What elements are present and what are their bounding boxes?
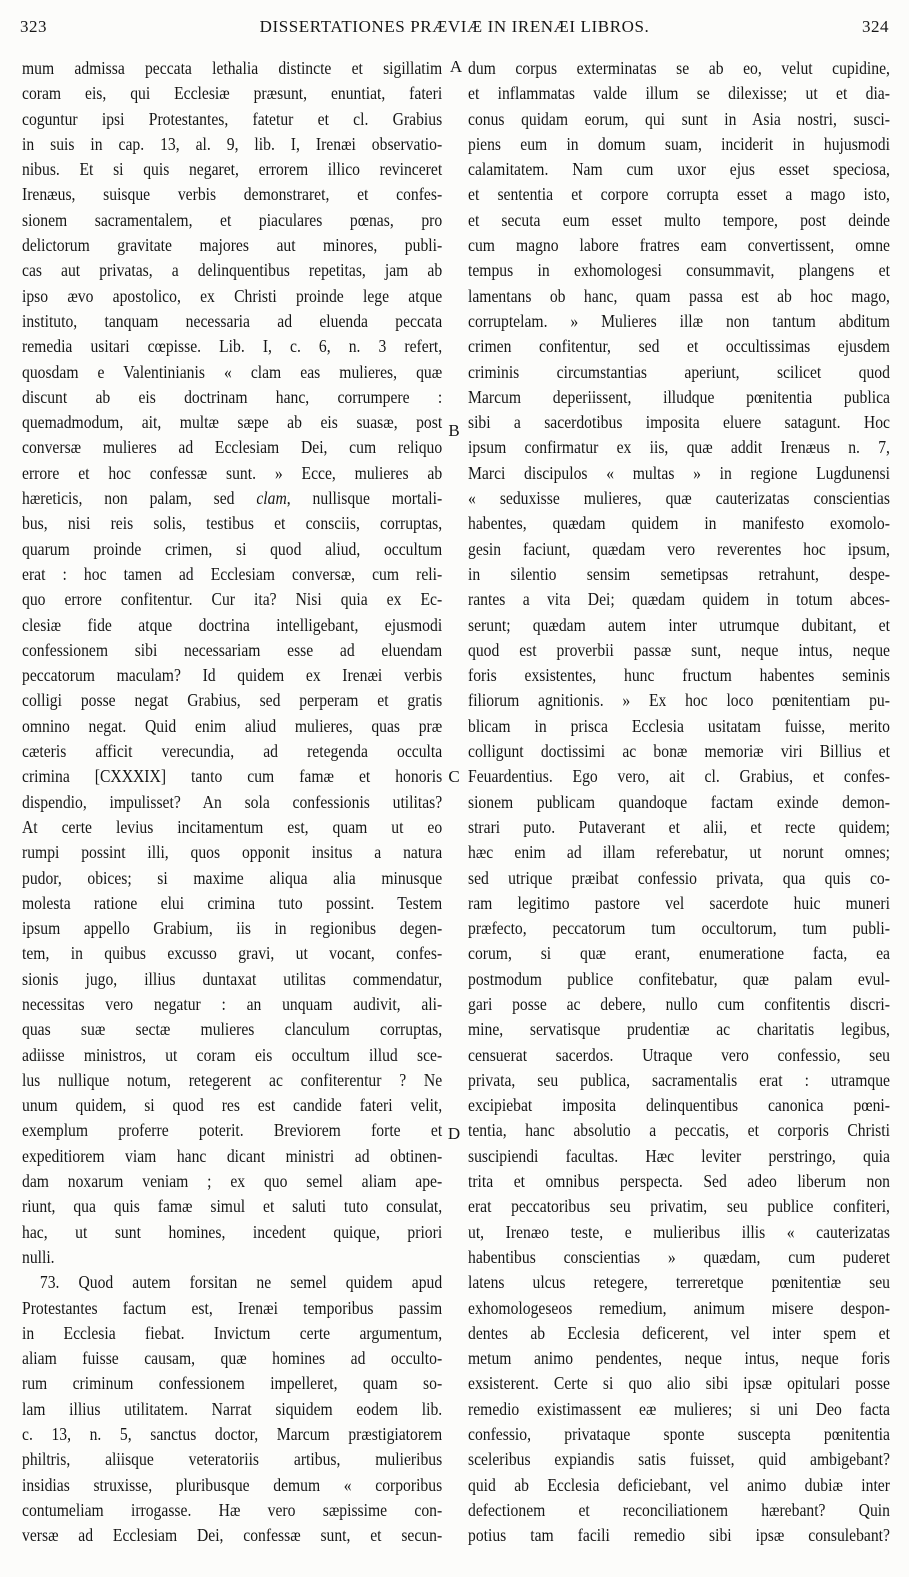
text-line: quas suæ sectæ mulieres clanculum corruptas,	[22, 1019, 443, 1040]
text-line: in suis in cap. 13, al. 9, lib. I, Irenæi observatio-	[22, 133, 443, 154]
text-line: erat : hoc tamen ad Ecclesiam conversæ, cum reli-	[22, 563, 443, 584]
text-line: expeditiorem viam hanc dicant ministri ad obtinen-	[22, 1145, 443, 1166]
text-line: in silentio sensim semetipsas retrahunt, despe-	[468, 563, 890, 584]
text-line: corruptelam. » Mulieres illæ non tantum abditum	[468, 310, 890, 331]
text-line: Feuardentius. Ego vero, ait cl. Grabius, et confes-	[468, 766, 890, 787]
text-line: gesin faciunt, quædam vero reverentes hoc ipsum,	[468, 538, 890, 559]
text-line: unum quidem, si quod res est candide fateri velit,	[22, 1095, 443, 1116]
text-line: rumpi possint illi, quos opponit insitus a natura	[22, 842, 443, 863]
text-line: « seduxisse mulieres, quæ cauterizatas conscientias	[468, 488, 890, 509]
text-line: calamitatem. Nam cum uxor ejus esset speciosa,	[468, 159, 890, 180]
text-line: ipsum confirmatur ex iis, quæ addit Irenæus n. 7,	[468, 437, 890, 458]
text-line: coram eis, qui Ecclesiæ præsunt, enuntiat, fateri	[22, 83, 443, 104]
text-line: quarum proinde crimen, si quod aliud, occultum	[22, 538, 443, 559]
text-line: rum criminum confessionem impelleret, quam so-	[22, 1373, 443, 1394]
text-line: tentia, hanc absolutio a peccatis, et corporis Christi	[468, 1120, 890, 1141]
text-line: cæteris afficit verecundia, ad retegenda occulta	[22, 741, 443, 762]
text-line: erat peccatoribus seu privatim, seu publice confiteri,	[468, 1196, 890, 1217]
text-line: riunt, qua quis famæ simul et saluti tuto consulat,	[22, 1196, 443, 1217]
text-line: tem, in quibus excusso gravi, ut vocant, confes-	[22, 943, 443, 964]
page-number-right: 324	[862, 17, 889, 36]
text-line: et sententia et corpore corrupta esset a mago isto,	[468, 184, 890, 205]
text-line: sionem sacramentalem, et piaculares pœnas, pro	[22, 209, 443, 230]
running-title: DISSERTATIONES PRÆVIÆ IN IRENÆI LIBROS.	[259, 17, 650, 36]
text-line: dispendio, impulisset? An sola confessionis utilitas?	[22, 791, 443, 812]
text-line: habentibus conscientias » quædam, cum puderet	[468, 1246, 890, 1267]
text-line: et secuta eum esset multo tempore, post deinde	[468, 209, 890, 230]
page-number-left: 323	[20, 17, 47, 36]
text-line: molesta ratione elui crimina tuto possint. Testem	[22, 892, 443, 913]
text-line: c. 13, n. 5, sanctus doctor, Marcum præstigiatorem	[22, 1424, 443, 1445]
text-line: sionis jugo, illius duntaxat utilitas commendatur,	[22, 968, 443, 989]
left-column	[22, 56, 442, 1549]
text-line: sibi a sacerdotibus imposita eluere satagunt. Hoc	[468, 412, 890, 433]
text-line: crimina [CXXXIX] tanto cum famæ et honoris	[22, 766, 443, 787]
text-line: quemadmodum, ait, multæ sæpe ab eis suasæ, post	[22, 412, 443, 433]
margin-letter-b: B	[448, 421, 460, 440]
text-line: postmodum publice confitebatur, quæ palam evul-	[468, 968, 890, 989]
text-line: confessionem sibi necessariam esse ad eluendam	[22, 639, 443, 660]
text-line: conversæ mulieres ad Ecclesiam Dei, cum reliquo	[22, 437, 443, 458]
text-line: mine, servatisque prudentiæ ac charitatis legibus,	[468, 1019, 890, 1040]
margin-letter-c: C	[448, 767, 460, 786]
text-line: coguntur ipsi Protestantes, fatetur et cl. Grabius	[22, 108, 443, 129]
text-line: privata, seu publica, sacramentalis erat : utramque	[468, 1069, 890, 1090]
text-line: bus, nisi reis solis, testibus et consciis, corruptas,	[22, 513, 443, 534]
text-line: præfecto, peccatorum tum occultorum, tum publi-	[468, 918, 890, 939]
text-line: et inflammatas valde illum se dilexisse; ut et dia-	[468, 83, 890, 104]
text-line: defectionem et reconciliationem hærebant? Quin	[468, 1499, 890, 1520]
text-line: quo errore confitentur. Cur ita? Nisi quia ex Ec-	[22, 589, 443, 610]
text-line: suscipiendi facultas. Hæc leviter perstringo, quia	[468, 1145, 890, 1166]
text-line: habentes, quædam quidem in manifesto exomolo-	[468, 513, 890, 534]
text-line: omnino negat. Quid enim aliud mulieres, quas præ	[22, 715, 443, 736]
text-line: sceleribus expiandis satis fuisset, quid ambigebant?	[468, 1449, 890, 1470]
text-line: lus nullique notum, retegerent ac confiterentur ? Ne	[22, 1069, 443, 1090]
margin-letter-d: D	[447, 1124, 461, 1143]
text-line: clesiæ fide atque doctrina intelligebant, ejusmodi	[22, 614, 443, 635]
text-line: ram legitimo pastore vel sacerdote huic muneri	[468, 892, 890, 913]
text-line: remedio existimassent eæ mulieres; si uni Deo facta	[468, 1398, 890, 1419]
text-line: pudor, obices; si maxime aliqua alia minusque	[22, 867, 443, 888]
text-line: peccatorum maculam? Id quidem ex Irenæi verbis	[22, 665, 443, 686]
text-line: hac, ut sunt homines, incedent quique, priori	[22, 1221, 443, 1242]
text-line: quid ab Ecclesia deficiebant, vel animo dubiæ inter	[468, 1474, 890, 1495]
text-segment: hæreticis, non palam, sed	[22, 488, 257, 509]
text-line: serunt; quædam autem inter utrumque dubitant, et	[468, 614, 890, 635]
text-line: piens eum in domum suam, inciderit in hujusmodi	[468, 133, 890, 154]
text-line: confessio, privataque sponte suscepta pœnitentia	[468, 1424, 890, 1445]
text-line: in Ecclesia fiebat. Invictum certe argumentum,	[22, 1322, 443, 1343]
text-line: quod est proverbii passæ sunt, neque intus, neque	[468, 639, 890, 660]
text-line: cum magno labore fratres eam convertissent, omne	[468, 235, 890, 256]
text-line: colligi posse negat Grabius, sed perperam et gratis	[22, 690, 443, 711]
text-line: lamentans ob hanc, quam passa est ab hoc mago,	[468, 285, 890, 306]
text-line	[22, 486, 442, 511]
text-line: hæc enim ad illam referebatur, ut norunt omnes;	[468, 842, 890, 863]
text-line: tempus in exhomologesi consummavit, plangens et	[468, 260, 890, 281]
text-line: lam illius utilitatem. Narrat siquidem eodem lib.	[22, 1398, 443, 1419]
text-line: potius tam facili remedio sibi ipsæ consulebant?	[468, 1525, 890, 1546]
text-line: aliam fuisse causam, quæ homines ad occulto-	[22, 1348, 443, 1369]
margin-letter-a: A	[449, 57, 463, 76]
text-line: quosdam e Valentinianis « clam eas mulieres, quæ	[22, 361, 443, 382]
text-line: nulli.	[22, 1246, 55, 1267]
text-line: criminis circumstantias aperiunt, scilicet quod	[468, 361, 890, 382]
text-line: latens ulcus retegere, terreretque pœnitentiæ seu	[468, 1272, 890, 1293]
text-line: sionem publicam quandoque factam exinde demon-	[468, 791, 890, 812]
text-line: Irenæus, suisque verbis demonstraret, et confes-	[22, 184, 443, 205]
text-line: philtris, aliisque veteratoriis artibus, mulieribus	[22, 1449, 443, 1470]
text-line: colligunt doctissimi ac bonæ memoriæ viri Billius et	[468, 741, 890, 762]
text-line: trita et omnibus perspecta. Sed adeo liberum non	[468, 1171, 890, 1192]
text-line: discunt ab eis doctrinam hanc, corrumpere :	[22, 386, 443, 407]
text-line: corum, si quæ erant, enumeratione facta, ea	[468, 943, 890, 964]
text-line: metum animo pendentes, neque intus, neque foris	[468, 1348, 890, 1369]
text-line: errore et hoc confessæ sunt. » Ecce, mulieres ab	[22, 462, 443, 483]
text-line: remedia usitari cœpisse. Lib. I, c. 6, n. 3 refert,	[22, 336, 443, 357]
text-line: exhomologeseos remedium, animum misere despon-	[468, 1297, 890, 1318]
text-line: At certe levius incitamentum est, quam ut eo	[22, 816, 443, 837]
text-line: contumeliam irrogasse. Hæ vero sæpissime con-	[22, 1499, 443, 1520]
text-line: dentes ab Ecclesia deficerent, vel inter spem et	[468, 1322, 890, 1343]
text-line: exsisterent. Certe si quo alio sibi ipsæ opitulari posse	[468, 1373, 890, 1394]
text-line: necessitas vero negatur : an unquam audivit, ali-	[22, 993, 443, 1014]
italic-word: clam	[256, 488, 287, 509]
text-line: ipso ævo apostolico, ex Christi proinde lege atque	[22, 285, 443, 306]
text-line: filiorum agnitionis. » Ex hoc loco pœnitentiam pu-	[468, 690, 890, 711]
text-line: exemplum proferre poterit. Breviorem forte et	[22, 1120, 443, 1141]
text-line: cas aut privatas, a delinquentibus repetitas, jam ab	[22, 260, 443, 281]
text-line: ut, Irenæo teste, e mulieribus illis « cauterizatas	[468, 1221, 890, 1242]
text-line: conus quidam eorum, qui sunt in Asia nostri, susci-	[468, 108, 890, 129]
text-line: excipiebat imposita delinquentibus canonica pœni-	[468, 1095, 890, 1116]
text-line: mum admissa peccata lethalia distincte et sigillatim	[22, 58, 443, 78]
text-line: strari puto. Putaverant et alii, et recte quidem;	[468, 816, 890, 837]
running-header	[0, 17, 909, 41]
text-line: dam noxarum veniam ; ex quo semel aliam ape-	[22, 1171, 443, 1192]
text-line: Marci discipulos « multas » in regione Lugdunensi	[468, 462, 890, 483]
text-line: gari posse ac debere, nullo cum confitentis discri-	[468, 993, 890, 1014]
text-line: adiisse ministros, ut coram eis occultum illud sce-	[22, 1044, 443, 1065]
text-line: Marcum deperiissent, illudque pœnitentia publica	[468, 386, 890, 407]
text-line: rantes a vita Dei; quædam quidem in totum abces-	[468, 589, 890, 610]
text-line: censuerat sacerdos. Utraque vero confessio, seu	[468, 1044, 890, 1065]
text-line: blicam in prisca Ecclesia usitatam fuisse, merito	[468, 715, 890, 736]
text-line: crimen confitentur, sed et occultissimas ejusdem	[468, 336, 890, 357]
text-line: 73. Quod autem forsitan ne semel quidem apud	[39, 1272, 443, 1293]
right-column	[468, 56, 890, 1549]
text-line: instituto, tanquam necessaria ad eluenda peccata	[22, 310, 443, 331]
text-line: sed utrique præibat confessio privata, qua quis co-	[468, 867, 890, 888]
text-line: versæ ad Ecclesiam Dei, confessæ sunt, et secun-	[22, 1525, 443, 1546]
text-segment: , nullisque mortali-	[286, 488, 443, 509]
text-line: Protestantes factum est, Irenæi temporibus passim	[22, 1297, 443, 1318]
text-line: nibus. Et si quis negaret, errorem illico revinceret	[22, 159, 443, 180]
text-line: ipsum appello Grabium, iis in regionibus degen-	[22, 918, 443, 939]
text-line: dum corpus exterminatas se ab eo, velut cupidine,	[468, 58, 890, 78]
text-line: foris exsistentes, hunc fructum habentes seminis	[468, 665, 890, 686]
text-line: delictorum gravitate majores aut minores, publi-	[22, 235, 443, 256]
text-line: insidias struxisse, pluribusque demum « corporibus	[22, 1474, 443, 1495]
